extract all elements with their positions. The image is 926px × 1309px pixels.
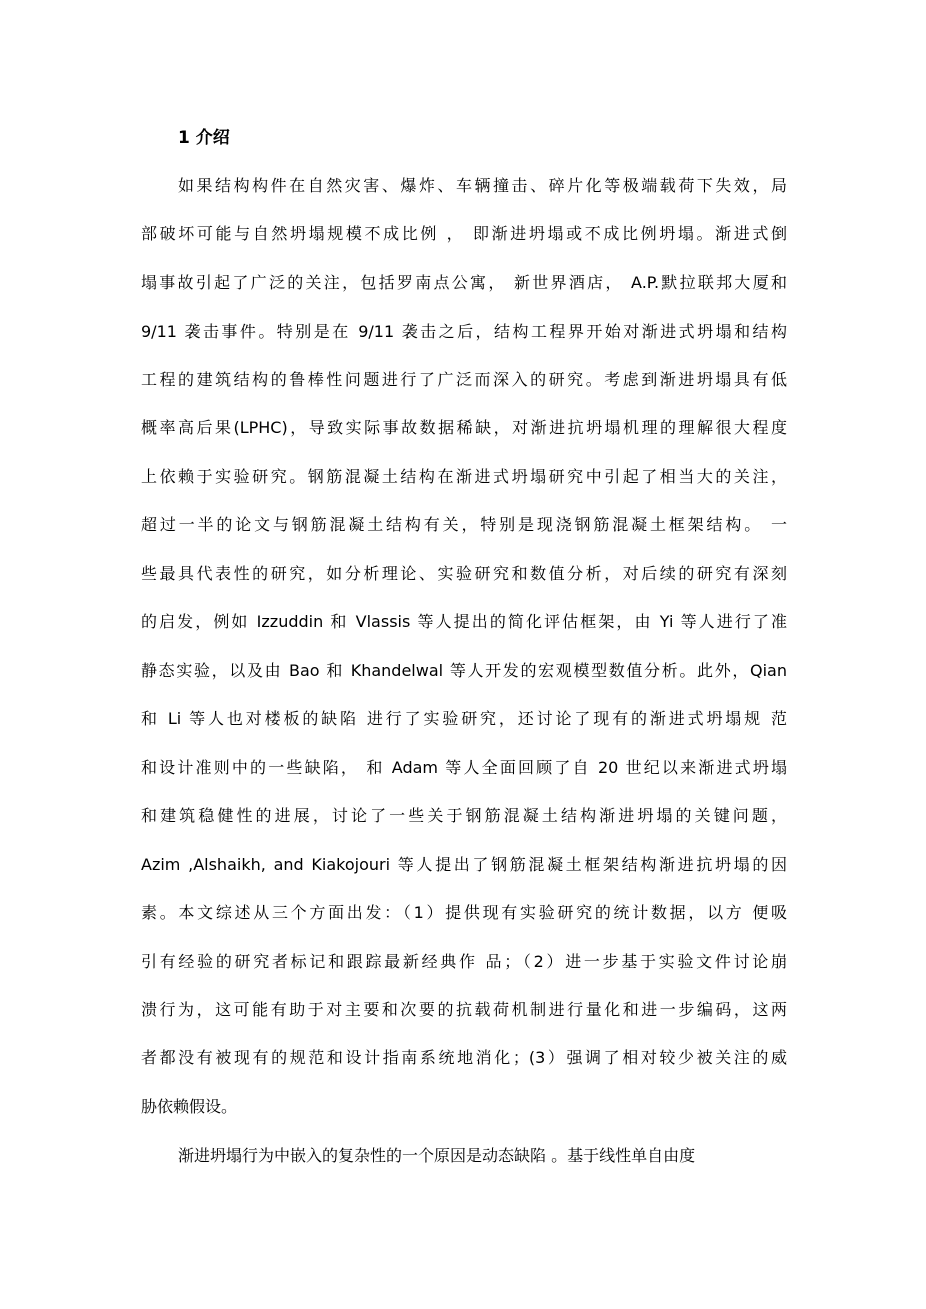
- paragraph-1-line-5: 工程的建筑结构的鲁棒性问题进行了广泛而深入的研究。考虑到渐进坍塌具有低: [141, 370, 787, 389]
- paragraph-1-line-11: 静态实验，以及由 Bao 和 Khandelwal 等人开发的宏观模型数值分析。此外，Qian: [141, 661, 787, 680]
- paragraph-1-line-7: 上依赖于实验研究。钢筋混凝土结构在渐进式坍塌研究中引起了相当大的关注，: [141, 467, 787, 486]
- paragraph-1-line-3: 塌事故引起了广泛的关注，包括罗南点公寓， 新世界酒店， A.P.默拉联邦大厦和: [141, 273, 787, 292]
- paragraph-1-line-18: 溃行为，这可能有助于对主要和次要的抗载荷机制进行量化和进一步编码，这两: [141, 1000, 787, 1019]
- paragraph-1-line-8: 超过一半的论文与钢筋混凝土结构有关，特别是现浇钢筋混凝土框架结构。 一: [141, 515, 787, 534]
- paragraph-1-line-1: 如果结构构件在自然灾害、爆炸、车辆撞击、碎片化等极端载荷下失效，局: [178, 176, 787, 195]
- paragraph-1-line-16: 素。本文综述从三个方面出发：（1）提供现有实验研究的统计数据，以方 便吸: [141, 903, 787, 922]
- paragraph-1-line-2: 部破坏可能与自然坍塌规模不成比例 ， 即渐进坍塌或不成比例坍塌。渐进式倒: [141, 224, 787, 243]
- section-heading: 1 介绍: [178, 128, 230, 148]
- paragraph-1-line-13: 和设计准则中的一些缺陷， 和 Adam 等人全面回顾了自 20 世纪以来渐进式坍塌: [141, 758, 787, 777]
- paragraph-1-line-10: 的启发，例如 Izzuddin 和 Vlassis 等人提出的简化评估框架，由 Yi 等人进行了准: [141, 612, 787, 631]
- paragraph-1-line-14: 和建筑稳健性的进展，讨论了一些关于钢筋混凝土结构渐进坍塌的关键问题，: [141, 806, 787, 825]
- paragraph-2-line-1: 渐进坍塌行为中嵌入的复杂性的一个原因是动态缺陷 。基于线性单自由度: [178, 1146, 696, 1165]
- paragraph-1-line-9: 些最具代表性的研究，如分析理论、实验研究和数值分析，对后续的研究有深刻: [141, 564, 787, 583]
- paragraph-1-line-4: 9/11 袭击事件。特别是在 9/11 袭击之后，结构工程界开始对渐进式坍塌和结构: [141, 322, 787, 341]
- paragraph-1-line-12: 和 Li 等人也对楼板的缺陷 进行了实验研究，还讨论了现有的渐进式坍塌规 范: [141, 709, 787, 728]
- paragraph-1-line-20: 胁依赖假设。: [141, 1097, 238, 1116]
- paragraph-1-line-15: Azim ,Alshaikh, and Kiakojouri 等人提出了钢筋混凝土框架结构渐进抗坍塌的因: [141, 855, 787, 874]
- paragraph-1-line-6: 概率高后果(LPHC)，导致实际事故数据稀缺，对渐进抗坍塌机理的理解很大程度: [141, 418, 787, 437]
- paragraph-1-line-19: 者都没有被现有的规范和设计指南系统地消化；(3）强调了相对较少被关注的威: [141, 1048, 787, 1067]
- paragraph-1-line-17: 引有经验的研究者标记和跟踪最新经典作 品；（2）进一步基于实验文件讨论崩: [141, 952, 787, 971]
